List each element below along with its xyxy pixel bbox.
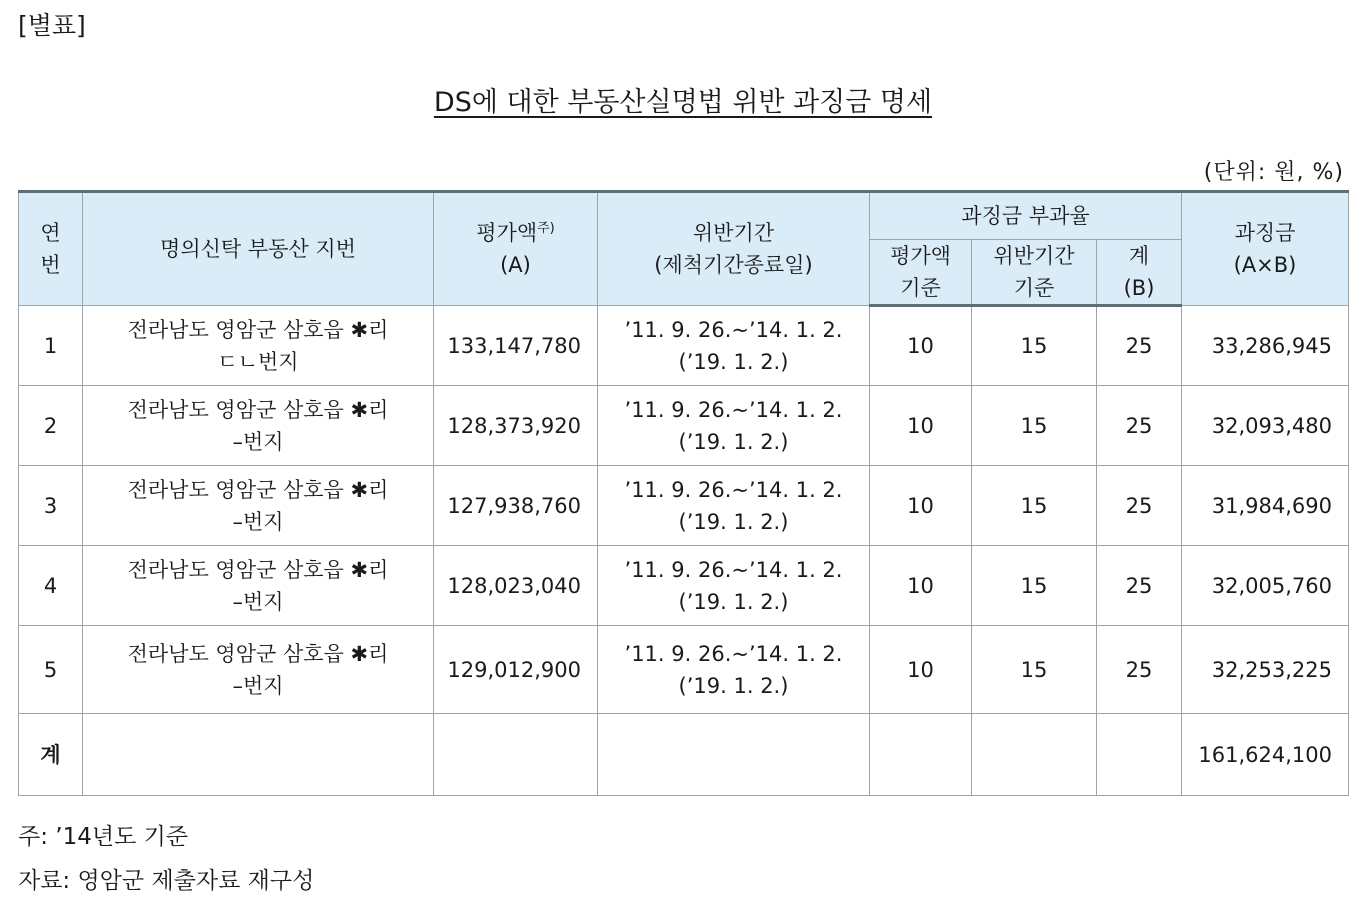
row-penalty: 32,253,225 bbox=[1182, 626, 1349, 714]
row-period-line2: (’19. 1. 2.) bbox=[678, 509, 789, 534]
unit-label: (단위: 원, %) bbox=[1203, 160, 1344, 185]
row-rate-valuation: 10 bbox=[870, 306, 972, 386]
title-text: DS에 대한 부동산실명법 위반 과징금 명세 bbox=[433, 87, 933, 118]
row-address-line2: –번지 bbox=[232, 589, 284, 614]
total-label: 계 bbox=[19, 714, 83, 796]
header-valuation-label: 평가액 bbox=[476, 221, 538, 245]
row-address-line2: –번지 bbox=[232, 429, 284, 454]
table-row bbox=[19, 546, 1349, 626]
total-empty-rate-valuation bbox=[870, 714, 972, 796]
row-address bbox=[83, 546, 434, 626]
total-penalty: 161,624,100 bbox=[1182, 714, 1349, 796]
header-address: 명의신탁 부동산 지번 bbox=[83, 192, 434, 306]
header-penalty bbox=[1182, 192, 1349, 306]
header-period-label: 위반기간 bbox=[692, 221, 775, 245]
row-period-line1: ’11. 9. 26.~’14. 1. 2. bbox=[624, 397, 843, 422]
penalty-table bbox=[18, 190, 1349, 796]
row-address bbox=[83, 386, 434, 466]
appendix-tag: [별표] bbox=[18, 11, 86, 40]
header-penalty-sub: (A×B) bbox=[1233, 253, 1297, 277]
row-period bbox=[598, 386, 870, 466]
row-address-line1: 전라남도 영암군 삼호읍 ✱리 bbox=[127, 641, 389, 666]
row-period-line2: (’19. 1. 2.) bbox=[678, 429, 789, 454]
row-address-line1: 전라남도 영암군 삼호읍 ✱리 bbox=[127, 477, 389, 502]
row-rate-period: 15 bbox=[972, 306, 1097, 386]
row-rate-sum: 25 bbox=[1097, 466, 1182, 546]
row-no: 2 bbox=[19, 386, 83, 466]
total-empty-address bbox=[83, 714, 434, 796]
row-no: 1 bbox=[19, 306, 83, 386]
row-rate-period: 15 bbox=[972, 386, 1097, 466]
total-empty-rate-sum bbox=[1097, 714, 1182, 796]
header-rate-valuation bbox=[870, 240, 972, 306]
header-rate-sum bbox=[1097, 240, 1182, 306]
header-rate-period bbox=[972, 240, 1097, 306]
header-valuation-footnote: 주) bbox=[537, 221, 555, 236]
header-rate-period-line2: 기준 bbox=[1013, 276, 1055, 300]
header-no-line2: 번 bbox=[40, 253, 61, 277]
header-no-line1: 연 bbox=[40, 221, 61, 245]
table-row bbox=[19, 626, 1349, 714]
row-period bbox=[598, 546, 870, 626]
row-rate-valuation: 10 bbox=[870, 546, 972, 626]
row-rate-period: 15 bbox=[972, 626, 1097, 714]
row-rate-sum: 25 bbox=[1097, 306, 1182, 386]
header-rate-group: 과징금 부과율 bbox=[870, 192, 1182, 240]
row-period-line1: ’11. 9. 26.~’14. 1. 2. bbox=[624, 641, 843, 666]
row-valuation: 129,012,900 bbox=[434, 626, 598, 714]
page-title bbox=[0, 80, 1366, 119]
header-rate-valuation-line2: 기준 bbox=[900, 276, 941, 300]
total-empty-rate-period bbox=[972, 714, 1097, 796]
header-rate-sum-line1: 계 bbox=[1128, 244, 1150, 268]
row-period-line1: ’11. 9. 26.~’14. 1. 2. bbox=[624, 477, 843, 502]
row-period bbox=[598, 626, 870, 714]
header-rate-sum-line2: (B) bbox=[1123, 276, 1155, 300]
row-address-line2: ㄷㄴ번지 bbox=[217, 349, 299, 374]
row-address-line1: 전라남도 영암군 삼호읍 ✱리 bbox=[127, 317, 389, 342]
header-period bbox=[598, 192, 870, 306]
header-period-sub: (제척기간종료일) bbox=[654, 253, 813, 277]
row-no: 3 bbox=[19, 466, 83, 546]
row-address-line2: –번지 bbox=[232, 673, 284, 698]
header-valuation bbox=[434, 192, 598, 306]
row-rate-valuation: 10 bbox=[870, 466, 972, 546]
row-period bbox=[598, 306, 870, 386]
row-rate-valuation: 10 bbox=[870, 386, 972, 466]
row-penalty: 31,984,690 bbox=[1182, 466, 1349, 546]
row-rate-sum: 25 bbox=[1097, 546, 1182, 626]
row-no: 4 bbox=[19, 546, 83, 626]
row-period bbox=[598, 466, 870, 546]
row-period-line1: ’11. 9. 26.~’14. 1. 2. bbox=[624, 317, 843, 342]
header-rate-valuation-line1: 평가액 bbox=[890, 244, 951, 268]
row-penalty: 33,286,945 bbox=[1182, 306, 1349, 386]
header-no bbox=[19, 192, 83, 306]
total-empty-period bbox=[598, 714, 870, 796]
row-rate-valuation: 10 bbox=[870, 626, 972, 714]
row-valuation: 128,023,040 bbox=[434, 546, 598, 626]
total-empty-valuation bbox=[434, 714, 598, 796]
row-valuation: 128,373,920 bbox=[434, 386, 598, 466]
row-period-line1: ’11. 9. 26.~’14. 1. 2. bbox=[624, 557, 843, 582]
row-address bbox=[83, 466, 434, 546]
row-penalty: 32,093,480 bbox=[1182, 386, 1349, 466]
row-address-line1: 전라남도 영암군 삼호읍 ✱리 bbox=[127, 397, 389, 422]
row-rate-sum: 25 bbox=[1097, 626, 1182, 714]
total-row bbox=[19, 714, 1349, 796]
footnote: 주: ’14년도 기준 bbox=[18, 824, 189, 850]
row-address bbox=[83, 306, 434, 386]
table-row bbox=[19, 386, 1349, 466]
row-rate-period: 15 bbox=[972, 546, 1097, 626]
header-rate-period-line1: 위반기간 bbox=[993, 244, 1075, 268]
header-valuation-sub: (A) bbox=[500, 253, 531, 277]
table-row bbox=[19, 466, 1349, 546]
row-address bbox=[83, 626, 434, 714]
row-period-line2: (’19. 1. 2.) bbox=[678, 349, 789, 374]
row-period-line2: (’19. 1. 2.) bbox=[678, 589, 789, 614]
row-rate-sum: 25 bbox=[1097, 386, 1182, 466]
table-row bbox=[19, 306, 1349, 386]
row-valuation: 127,938,760 bbox=[434, 466, 598, 546]
row-address-line1: 전라남도 영암군 삼호읍 ✱리 bbox=[127, 557, 389, 582]
row-penalty: 32,005,760 bbox=[1182, 546, 1349, 626]
row-period-line2: (’19. 1. 2.) bbox=[678, 673, 789, 698]
row-valuation: 133,147,780 bbox=[434, 306, 598, 386]
source-note: 자료: 영암군 제출자료 재구성 bbox=[18, 868, 315, 894]
header-penalty-label: 과징금 bbox=[1234, 221, 1296, 245]
row-address-line2: –번지 bbox=[232, 509, 284, 534]
row-rate-period: 15 bbox=[972, 466, 1097, 546]
row-no: 5 bbox=[19, 626, 83, 714]
